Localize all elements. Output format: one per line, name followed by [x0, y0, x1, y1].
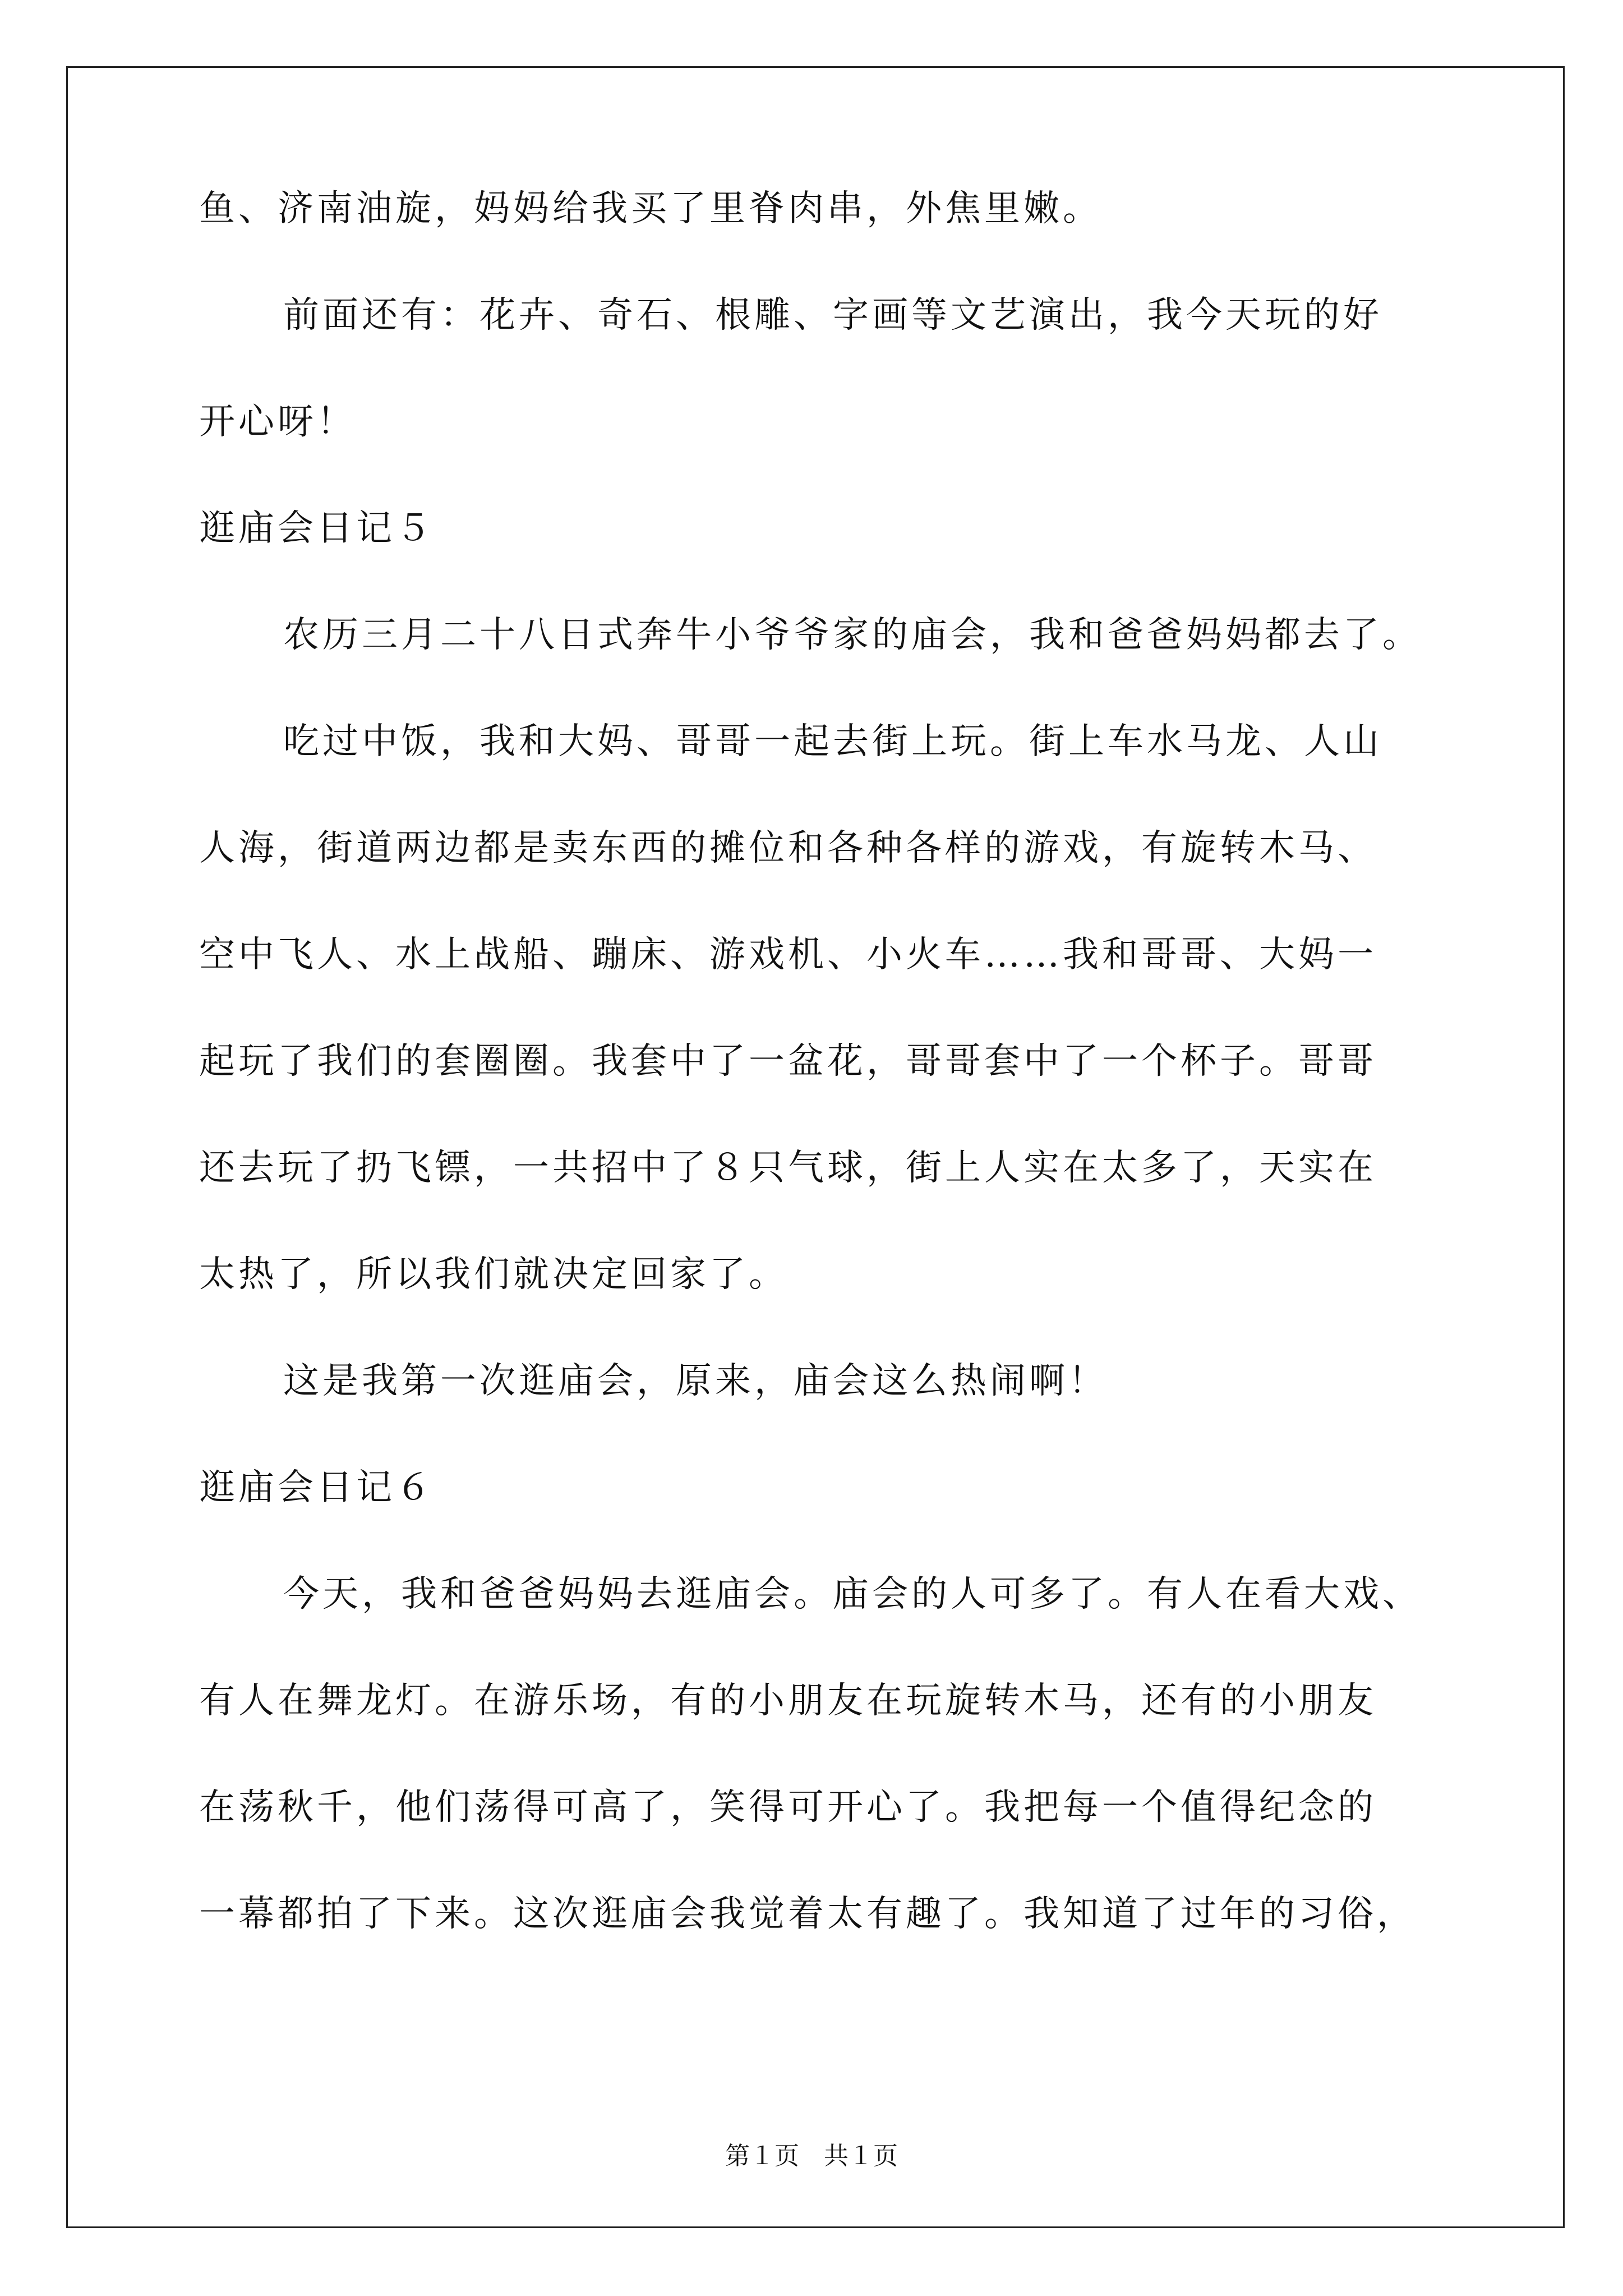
text-line: 这是我第一次逛庙会，原来，庙会这么热闹啊！ — [283, 1360, 1108, 1402]
text-line: 今天，我和爸爸妈妈去逛庙会。庙会的人可多了。有人在看大戏、 — [283, 1573, 1422, 1615]
text-line: 吃过中饭，我和大妈、哥哥一起去街上玩。街上车水马龙、人山 — [283, 721, 1382, 762]
text-line: 前面还有：花卉、奇石、根雕、字画等文艺演出，我今天玩的好 — [283, 295, 1382, 336]
text-line: 起玩了我们的套圈圈。我套中了一盆花，哥哥套中了一个杯子。哥哥 — [199, 1041, 1377, 1082]
section-heading-6: 逛庙会日记６ — [199, 1467, 435, 1508]
section-heading-5: 逛庙会日记５ — [199, 508, 435, 549]
text-line: 人海，街道两边都是卖东西的摊位和各种各样的游戏，有旋转木马、 — [199, 827, 1377, 869]
page-number-footer: 第１页 共１页 — [725, 2142, 898, 2170]
text-line: 有人在舞龙灯。在游乐场，有的小朋友在玩旋转木马，还有的小朋友 — [199, 1680, 1377, 1722]
text-line: 开心呀！ — [199, 401, 356, 443]
text-line: 农历三月二十八日式奔牛小爷爷家的庙会，我和爸爸妈妈都去了。 — [283, 614, 1422, 656]
text-line: 还去玩了扔飞镖，一共招中了８只气球，街上人实在太多了，天实在 — [199, 1147, 1377, 1189]
text-line: 一幕都拍了下来。这次逛庙会我觉着太有趣了。我知道了过年的习俗， — [199, 1893, 1416, 1935]
text-line: 鱼、济南油旋，妈妈给我买了里脊肉串，外焦里嫩。 — [199, 188, 1102, 229]
text-line: 空中飞人、水上战船、蹦床、游戏机、小火车……我和哥哥、大妈一 — [199, 934, 1377, 976]
text-line: 在荡秋千，他们荡得可高了，笑得可开心了。我把每一个值得纪念的 — [199, 1787, 1377, 1828]
text-line: 太热了，所以我们就决定回家了。 — [199, 1254, 788, 1295]
